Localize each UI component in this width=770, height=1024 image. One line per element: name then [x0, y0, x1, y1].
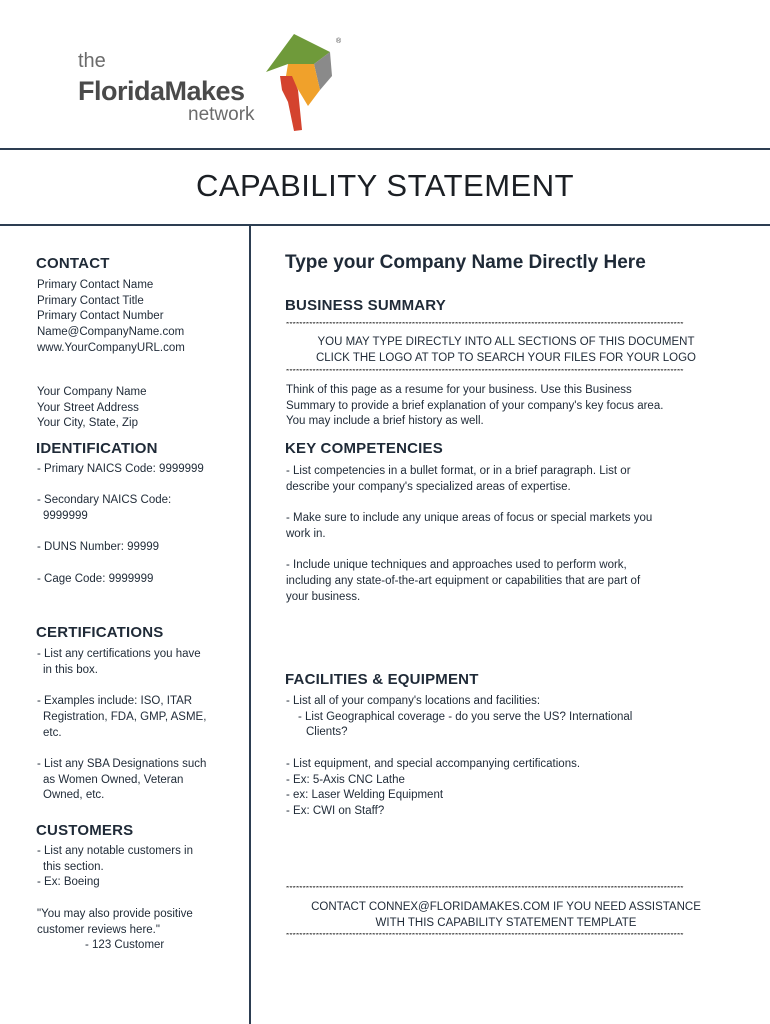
cert-item-3-line-1: - List any SBA Designations such: [37, 757, 207, 770]
address-city: Your City, State, Zip: [37, 417, 138, 430]
contact-email: Name@CompanyName.com: [37, 326, 185, 339]
page-title: CAPABILITY STATEMENT: [195, 168, 575, 203]
customers-item-1-line-1: - List any notable customers in: [37, 845, 193, 857]
equipment-line-1: - List equipment, and special accompanying certifications.: [286, 757, 581, 770]
customer-quote-line-2: customer reviews here.": [37, 923, 160, 936]
header-divider: [0, 224, 770, 226]
stars-divider: ************************************************************************************************************************: [286, 322, 684, 327]
facilities-body[interactable]: [286, 694, 632, 820]
business-summary-body[interactable]: [286, 383, 663, 430]
duns-number: - DUNS Number: 99999: [37, 541, 160, 554]
primary-naics: - Primary NAICS Code: 9999999: [37, 463, 204, 475]
cert-item-1-line-2: in this box.: [43, 663, 98, 676]
summary-line-2: Summary to provide a brief explanation of your company's key focus area.: [286, 399, 664, 412]
cage-code: - Cage Code: 9999999: [37, 572, 154, 585]
contact-title: Primary Contact Title: [37, 294, 144, 307]
competency-2-line-1: - Make sure to include any unique areas of focus or special markets you: [286, 512, 653, 525]
template-notice: [286, 335, 726, 366]
registered-mark: ®: [336, 38, 342, 45]
identification-heading: IDENTIFICATION: [36, 440, 158, 457]
competency-2-line-2: work in.: [286, 527, 326, 540]
summary-line-1: Think of this page as a resume for your business. Use this Business: [286, 384, 632, 396]
identification-block[interactable]: [37, 462, 204, 588]
cert-item-2-line-3: etc.: [43, 726, 62, 739]
facilities-line-2: - List Geographical coverage - do you serve the US? International: [298, 710, 633, 723]
facilities-heading: FACILITIES & EQUIPMENT: [285, 671, 479, 688]
cert-item-3-line-2: as Women Owned, Veteran: [43, 773, 184, 786]
customers-heading: CUSTOMERS: [36, 822, 134, 839]
customer-quote-line-1: "You may also provide positive: [37, 907, 193, 920]
address-street: Your Street Address: [37, 401, 139, 414]
assistance-line-2: WITH THIS CAPABILITY STATEMENT TEMPLATE: [375, 916, 637, 929]
equipment-line-4: - Ex: CWI on Staff?: [286, 804, 385, 817]
cert-item-2-line-1: - Examples include: ISO, ITAR: [37, 695, 193, 708]
cert-item-2-line-2: Registration, FDA, GMP, ASME,: [43, 710, 207, 723]
contact-heading: CONTACT: [36, 255, 110, 272]
key-competencies-body[interactable]: [286, 464, 652, 605]
contact-lines[interactable]: [37, 278, 185, 357]
logo-text-the: the: [78, 50, 106, 72]
contact-name: Primary Contact Name: [37, 279, 154, 291]
assistance-note: [286, 900, 726, 931]
competency-3-line-3: your business.: [286, 590, 361, 603]
cert-item-1-line-1: - List any certifications you have: [37, 648, 201, 660]
company-name-field[interactable]: Type your Company Name Directly Here: [285, 252, 646, 273]
customers-block[interactable]: [37, 844, 193, 954]
secondary-naics-label: - Secondary NAICS Code:: [37, 494, 172, 507]
competency-3-line-2: including any state-of-the-art equipment or capabilities that are part of: [286, 574, 641, 587]
customers-item-1-line-2: this section.: [43, 860, 104, 873]
equipment-line-2: - Ex: 5-Axis CNC Lathe: [286, 773, 405, 786]
summary-line-3: You may include a brief history as well.: [286, 415, 484, 428]
contact-number: Primary Contact Number: [37, 310, 164, 323]
customers-item-2: - Ex: Boeing: [37, 876, 100, 889]
stars-divider: ************************************************************************************************************************: [286, 933, 684, 938]
top-divider: [0, 148, 770, 150]
logo-text-network: network: [188, 104, 255, 125]
address-company: Your Company Name: [37, 386, 147, 398]
competency-3-line-1: - Include unique techniques and approaches used to perform work,: [286, 559, 627, 572]
template-notice-line-1: YOU MAY TYPE DIRECTLY INTO ALL SECTIONS OF THIS DOCUMENT: [317, 336, 695, 348]
logo-text-name: FloridaMakes: [78, 76, 245, 106]
contact-url: www.YourCompanyURL.com: [37, 341, 185, 354]
business-summary-heading: BUSINESS SUMMARY: [285, 297, 446, 314]
cert-item-3-line-3: Owned, etc.: [43, 789, 105, 802]
stars-divider: ************************************************************************************************************************: [286, 369, 684, 374]
certifications-block[interactable]: [37, 647, 206, 804]
secondary-naics-value: 9999999: [43, 510, 88, 523]
column-divider: [249, 224, 251, 1024]
florida-shape-icon: [258, 32, 338, 132]
certifications-heading: CERTIFICATIONS: [36, 624, 164, 641]
facilities-line-3: Clients?: [306, 726, 348, 739]
competency-1-line-2: describe your company's specialized areas of expertise.: [286, 480, 571, 493]
assistance-line-1: CONTACT CONNEX@FLORIDAMAKES.COM IF YOU NEED ASSISTANCE: [311, 901, 701, 913]
template-notice-line-2: CLICK THE LOGO AT TOP TO SEARCH YOUR FILES FOR YOUR LOGO: [315, 351, 697, 364]
stars-divider: ************************************************************************************************************************: [286, 886, 684, 891]
equipment-line-3: - ex: Laser Welding Equipment: [286, 789, 444, 802]
company-logo[interactable]: [78, 32, 358, 136]
key-competencies-heading: KEY COMPETENCIES: [285, 440, 443, 457]
customer-attribution: - 123 Customer: [85, 939, 165, 952]
competency-1-line-1: - List competencies in a bullet format, or in a brief paragraph. List or: [286, 465, 631, 477]
facilities-line-1: - List all of your company's locations and facilities:: [286, 695, 541, 707]
company-address[interactable]: [37, 385, 147, 432]
